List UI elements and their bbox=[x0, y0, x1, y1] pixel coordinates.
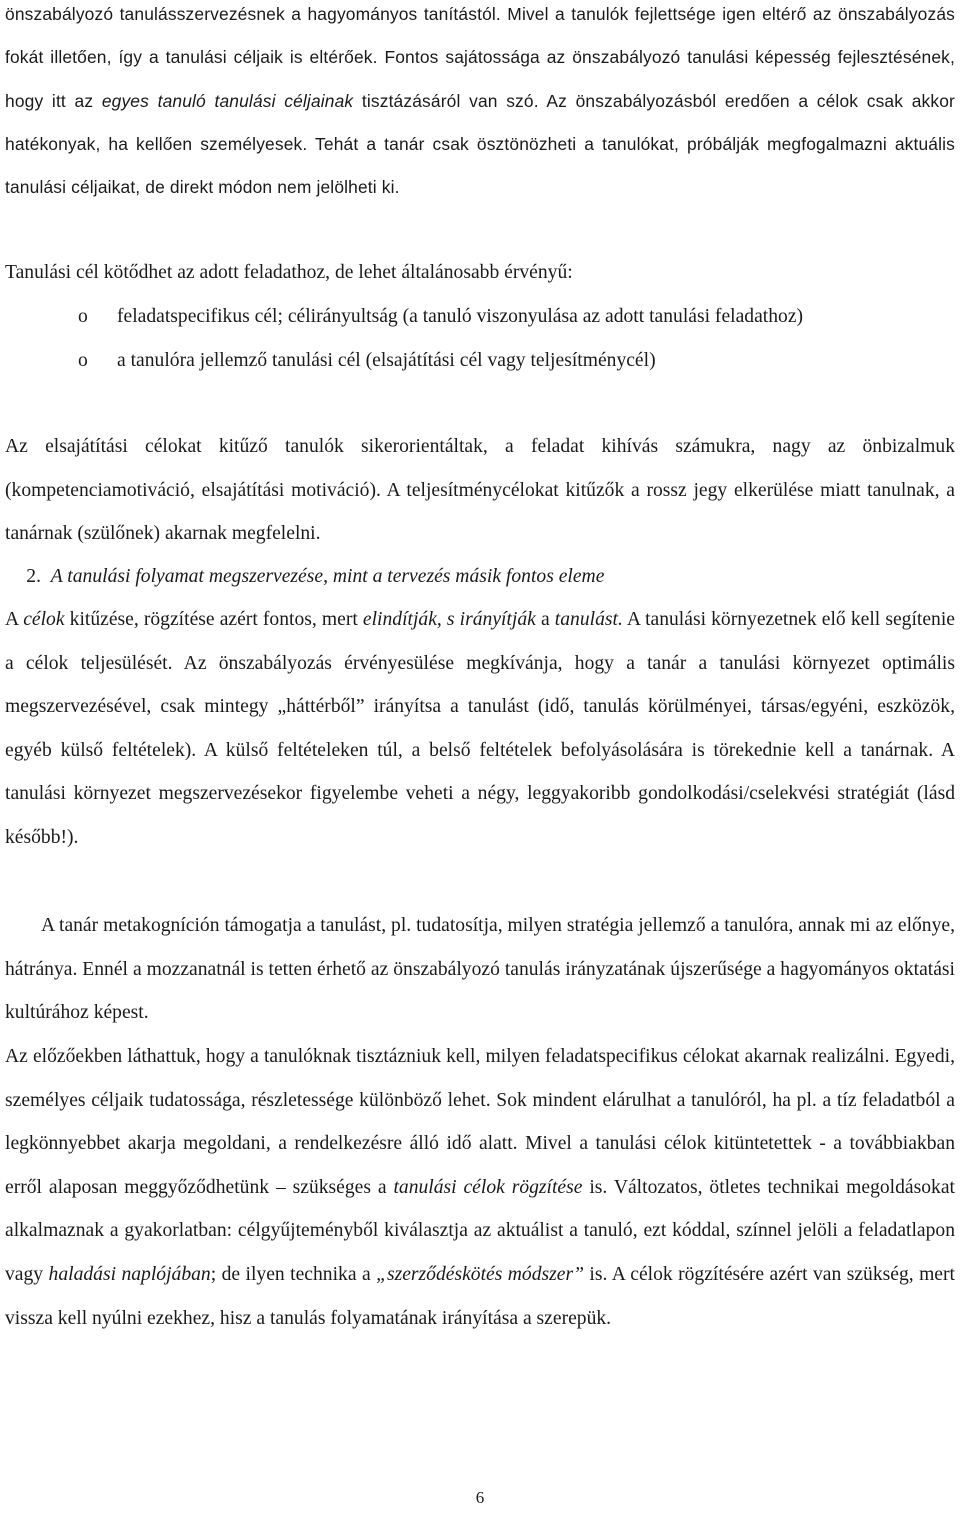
italic-run: tanulási célok rögzítése bbox=[393, 1176, 583, 1198]
italic-run: célok bbox=[23, 609, 65, 630]
section-title: A tanulási folyamat megszervezése, mint a tervezés másik fontos eleme bbox=[50, 566, 605, 587]
list-item-text: feladatspecifikus cél; célirányultság (a tanuló viszonyulása az adott tanulási feladathoz) bbox=[117, 306, 804, 327]
paragraph-goal-recording bbox=[5, 1035, 955, 1340]
italic-run: haladási naplójában bbox=[48, 1263, 211, 1285]
section-number: 2. bbox=[26, 566, 41, 587]
bullet-marker: o bbox=[78, 349, 88, 371]
italic-run: „szerződéskötés módszer” bbox=[376, 1263, 584, 1285]
paragraph-metacognition: A tanár metakogníción támogatja a tanulást, pl. tudatosítja, milyen stratégia jellemző a tanulóra, annak mi az előnye, hátránya. Ennél a mozzanatnál is tetten érhető az önszabályozó tanulás irányzatának újszerűsége a hagyományos oktatási kultúrához képest. bbox=[5, 915, 955, 1024]
text-run: a bbox=[535, 609, 555, 630]
text-run: tisztázásáról van szó. Az önszabályozásból eredően a célok csak akkor hatékonyak, ha kellően személyesek. Tehát a tanár csak ösztönözheti a tanulókat, próbálják megfogalmazni aktuális tanulási céljaikat, de direkt módon nem jelölheti ki. bbox=[5, 90, 955, 198]
bullet-marker: o bbox=[78, 306, 88, 327]
goal-type-list bbox=[5, 295, 955, 382]
text-run: is. A célok rögzítésére azért van szükség, mert vissza kell nyúlni ezekhez, hisz a tanulás folyamatának irányítása a szerepük. bbox=[5, 1263, 955, 1329]
paragraph-mastery-vs-performance: Az elsajátítási célokat kitűző tanulók sikerorientáltak, a feladat kihívás számukra, nagy az önbizalmuk (kompetenciamotiváció, elsajátítási motiváció). A teljesítménycélokat kitűzők a rossz jegy elkerülése miatt tanulnak, a tanárnak (szülőnek) akarnak megfelelni. bbox=[5, 436, 955, 545]
italic-run: elindítják, s irányítják bbox=[362, 609, 536, 630]
section-heading bbox=[5, 555, 955, 599]
page-number: 6 bbox=[475, 1488, 485, 1507]
italic-run: egyes tanuló tanulási céljainak bbox=[101, 90, 354, 111]
text-run: is. Változatos, ötletes technikai megoldásokat alkalmaznak a gyakorlatban: célgyűjteményből kiválasztja az aktuálist a tanuló, ezt kóddal, színnel jelöli a feladatlapon vagy bbox=[5, 1176, 955, 1285]
paragraph-goal-types-intro: Tanulási cél kötődhet az adott feladathoz, de lehet általánosabb érvényű: bbox=[5, 262, 573, 283]
text-run: A tanulási környezetnek elő kell segítenie a célok teljesülését. Az önszabályozás érvényesülése megkívánja, hogy a tanár a tanulási környezet optimális megszervezésével, csak mintegy „háttérből” irányítsa a tanulást (idő, tanulás körülményei, társas/egyéni, eszközök, egyéb külső feltételek). A külső feltételeken túl, a belső feltételek befolyásolására is törekednie kell a tanárnak. A tanulási környezet megszervezésekor figyelembe veheti a négy, leggyakoribb gondolkodási/cselekvési stratégiát (lásd később!). bbox=[5, 609, 955, 848]
paragraph-learning-environment bbox=[5, 598, 955, 860]
list-item bbox=[5, 339, 955, 383]
list-item bbox=[5, 295, 955, 339]
list-item-text: a tanulóra jellemző tanulási cél (elsajátítási cél vagy teljesítménycél) bbox=[117, 349, 656, 371]
text-run: A bbox=[5, 609, 24, 630]
text-run: önszabályozó tanulásszervezésnek a hagyományos tanítástól. Mivel a tanulók fejlettsége igen eltérő az önszabályozás fokát illetően, így a tanulási céljaik is eltérőek. Fontos sajátossága az önszabályozó tanulási képesség fejlesztésének, hogy itt az bbox=[5, 4, 955, 111]
text-run: ; de ilyen technika a bbox=[210, 1263, 377, 1285]
paragraph-self-regulation-goals bbox=[5, 0, 955, 209]
text-run: kitűzése, rögzítése azért fontos, mert bbox=[64, 609, 363, 630]
italic-run: tanulást. bbox=[554, 609, 623, 630]
text-run: Az előzőekben láthattuk, hogy a tanulóknak tisztázniuk kell, milyen feladatspecifikus célokat akarnak realizálni. Egyedi, személyes céljaik tudatossága, részletessége különböző lehet. Sok mindent elárulhat a tanulóról, ha pl. a tíz feladatból a legkönnyebbet akarja megoldani, a rendelkezésre álló idő alatt. Mivel a tanulási célok kitüntetettek - a továbbiakban erről alaposan meggyőződhetünk – szükséges a bbox=[5, 1046, 955, 1198]
